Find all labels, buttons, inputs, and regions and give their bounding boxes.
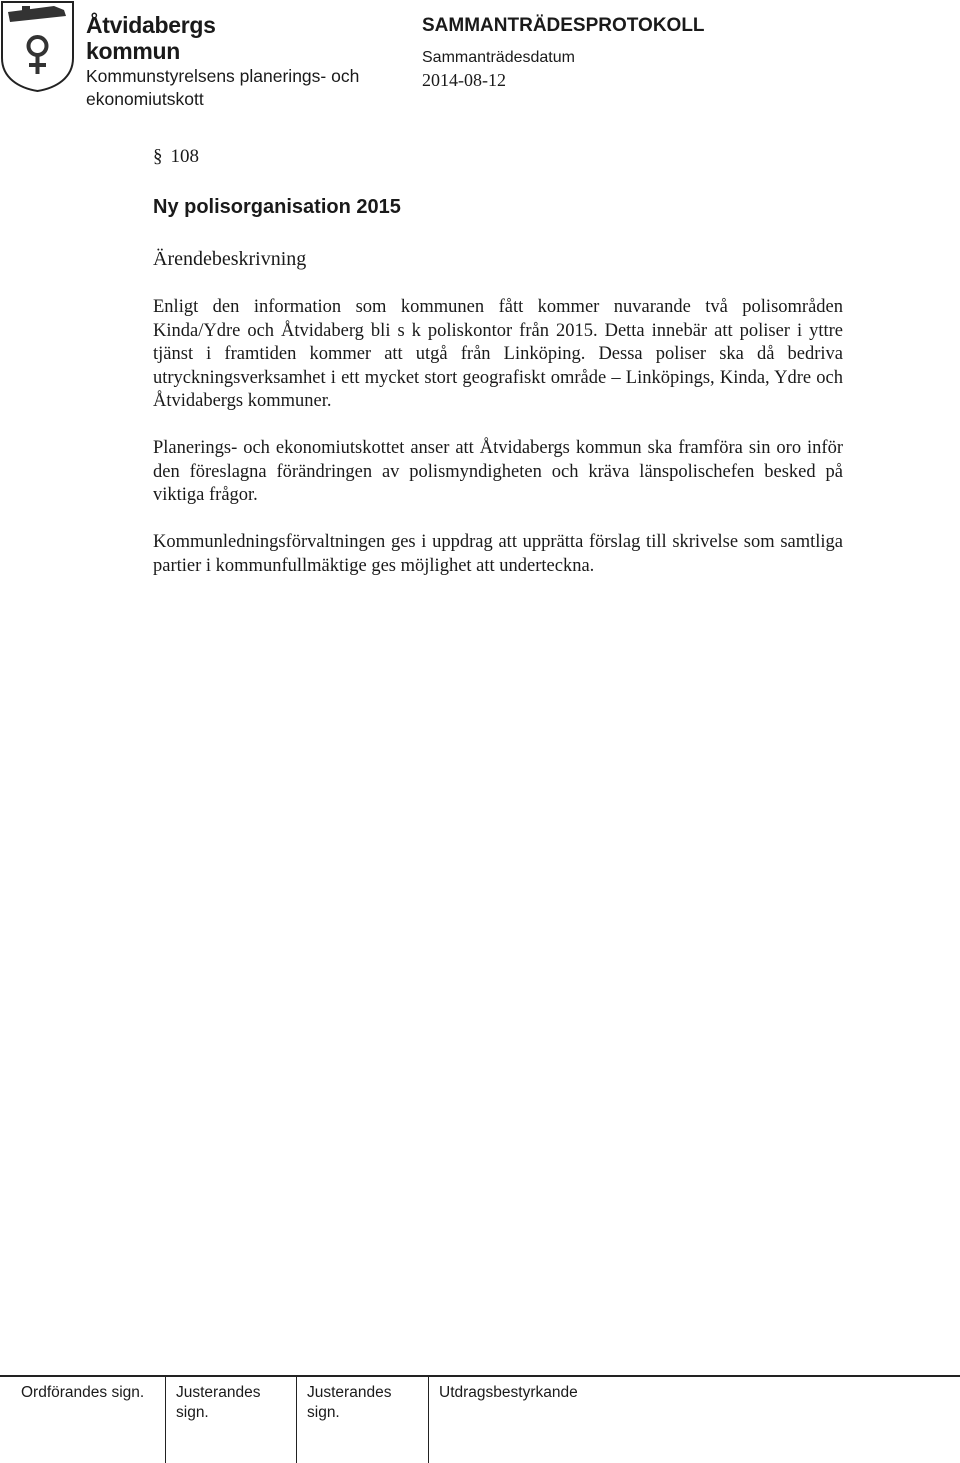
adjuster-2-signature-cell <box>296 1377 428 1463</box>
coat-of-arms-icon <box>0 0 75 92</box>
document-type: SAMMANTRÄDESPROTOKOLL <box>422 15 705 36</box>
certification-label: Utdragsbestyrkande <box>439 1384 578 1401</box>
organization-name <box>86 12 216 64</box>
section-symbol: § <box>153 146 163 167</box>
meeting-date-label: Sammanträdesdatum <box>422 49 575 66</box>
body-paragraph-1: Enligt den information som kommunen fått kommer nuvarande två polisområden Kinda/Ydre och Åtvidaberg bli s k poliskontor från 2015. Detta innebär att poliser i yttre tjänst i framtiden kommer att utgå från Linköping. Dessa poliser ska då bedriva utryckningsverksamhet i ett mycket stort geografiskt område – Linköpings, Kinda, Ydre och Åtvidabergs kommuner. <box>153 297 843 412</box>
paragraph-number <box>153 144 199 170</box>
department-name <box>86 65 359 111</box>
organization-name-line2: kommun <box>86 38 181 64</box>
department-name-line2: ekonomiutskott <box>86 89 204 109</box>
certification-cell <box>428 1377 960 1463</box>
chair-signature-label: Ordförandes sign. <box>21 1384 145 1401</box>
body-paragraph-2: Planerings- och ekonomiutskottet anser att Åtvidabergs kommun ska framföra sin oro inför den föreslagna förändringen av polismyndigheten och kräva länspolischefen besked på viktiga frågor. <box>153 438 843 506</box>
adjuster-1-label-line1: Justerandes <box>176 1384 261 1401</box>
adjuster-2-label-line2: sign. <box>307 1404 340 1421</box>
adjuster-1-label-line2: sign. <box>176 1404 209 1421</box>
chair-signature-cell <box>21 1377 165 1463</box>
section-number: 108 <box>170 146 199 167</box>
organization-name-line1: Åtvidabergs <box>86 12 216 38</box>
signature-footer <box>0 1375 960 1463</box>
item-heading: Ärendebeskrivning <box>153 248 307 270</box>
body-paragraph-3: Kommunledningsförvaltningen ges i uppdrag att upprätta förslag till skrivelse som samtliga partier i kommunfullmäktige ges möjlighet att underteckna. <box>153 532 843 576</box>
item-title: Ny polisorganisation 2015 <box>153 196 401 218</box>
adjuster-1-signature-cell <box>165 1377 296 1463</box>
adjuster-2-label-line1: Justerandes <box>307 1384 392 1401</box>
meeting-date-value: 2014-08-12 <box>422 70 506 90</box>
department-name-line1: Kommunstyrelsens planerings- och <box>86 66 360 86</box>
